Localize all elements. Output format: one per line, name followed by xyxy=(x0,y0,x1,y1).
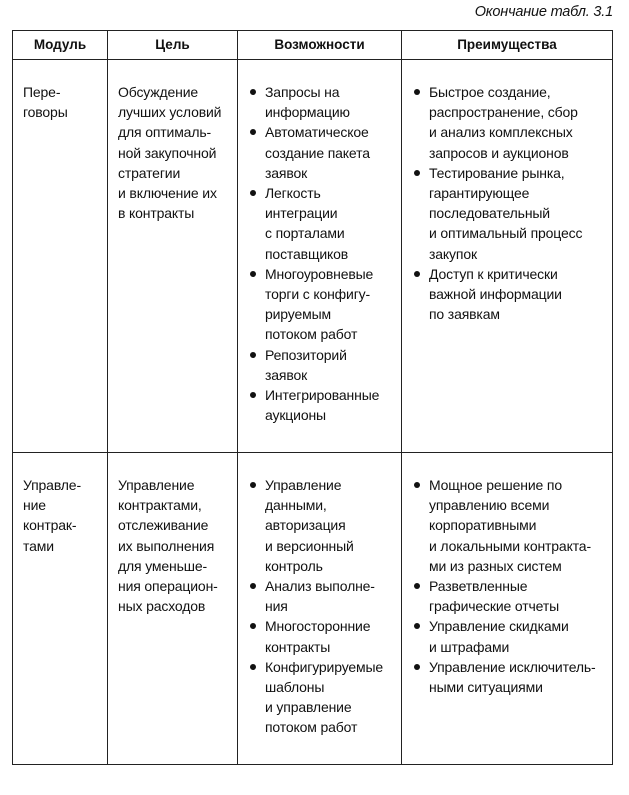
list-item: Управление скидками и штрафами xyxy=(412,616,604,656)
list-item: Быстрое создание, распространение, сбор и анализ комплексных запросов и аукционов xyxy=(412,82,604,163)
list-item: Мощное решение по управлению всеми корпоративными и локальными контракта- ми из разных систем xyxy=(412,475,604,576)
advantages-cell xyxy=(402,453,613,765)
goal-cell xyxy=(108,60,238,453)
list-item: Доступ к критически важной информации по заявкам xyxy=(412,264,604,325)
table-caption: Окончание табл. 3.1 xyxy=(474,4,613,20)
table-row xyxy=(13,60,613,453)
list-item: Легкость интеграции с порталами поставщиков xyxy=(248,183,393,264)
module-name: Пере- говоры xyxy=(23,84,68,121)
header-row xyxy=(13,31,613,60)
list-item: Управление исключитель- ными ситуациями xyxy=(412,657,604,697)
modules-table xyxy=(12,30,613,765)
table-row xyxy=(13,453,613,765)
list-item: Многосторонние контракты xyxy=(248,616,393,656)
list-item: Тестирование рынка, гарантирующее последовательный и оптимальный процесс закупок xyxy=(412,163,604,264)
list-item: Управление данными, авторизация и версионный контроль xyxy=(248,475,393,576)
header-module: Модуль xyxy=(13,31,108,60)
list-item: Анализ выполне- ния xyxy=(248,576,393,616)
module-name: Управле- ние контрак- тами xyxy=(23,477,81,554)
list-item: Репозиторий заявок xyxy=(248,345,393,385)
list-item: Конфигурируемые шаблоны и управление потоком работ xyxy=(248,657,393,738)
advantages-list xyxy=(412,475,604,697)
list-item: Автоматическое создание пакета заявок xyxy=(248,122,393,183)
capabilities-cell xyxy=(238,453,402,765)
capabilities-list xyxy=(248,82,393,425)
module-cell xyxy=(13,453,108,765)
list-item: Разветвленные графические отчеты xyxy=(412,576,604,616)
header-advantages: Преимущества xyxy=(402,31,613,60)
module-cell xyxy=(13,60,108,453)
list-item: Интегрированные аукционы xyxy=(248,385,393,425)
list-item: Запросы на информацию xyxy=(248,82,393,122)
capabilities-list xyxy=(248,475,393,738)
goal-text: Управление контрактами, отслеживание их выполнения для уменьше- ния операцион- ных расходов xyxy=(118,477,218,615)
advantages-cell xyxy=(402,60,613,453)
list-item: Многоуровневые торги с конфигу- рируемым потоком работ xyxy=(248,264,393,345)
header-capabilities: Возможности xyxy=(238,31,402,60)
goal-text: Обсуждение лучших условий для оптималь- ной закупочной стратегии и включение их в контракты xyxy=(118,84,222,222)
advantages-list xyxy=(412,82,604,324)
goal-cell xyxy=(108,453,238,765)
header-goal: Цель xyxy=(108,31,238,60)
capabilities-cell xyxy=(238,60,402,453)
